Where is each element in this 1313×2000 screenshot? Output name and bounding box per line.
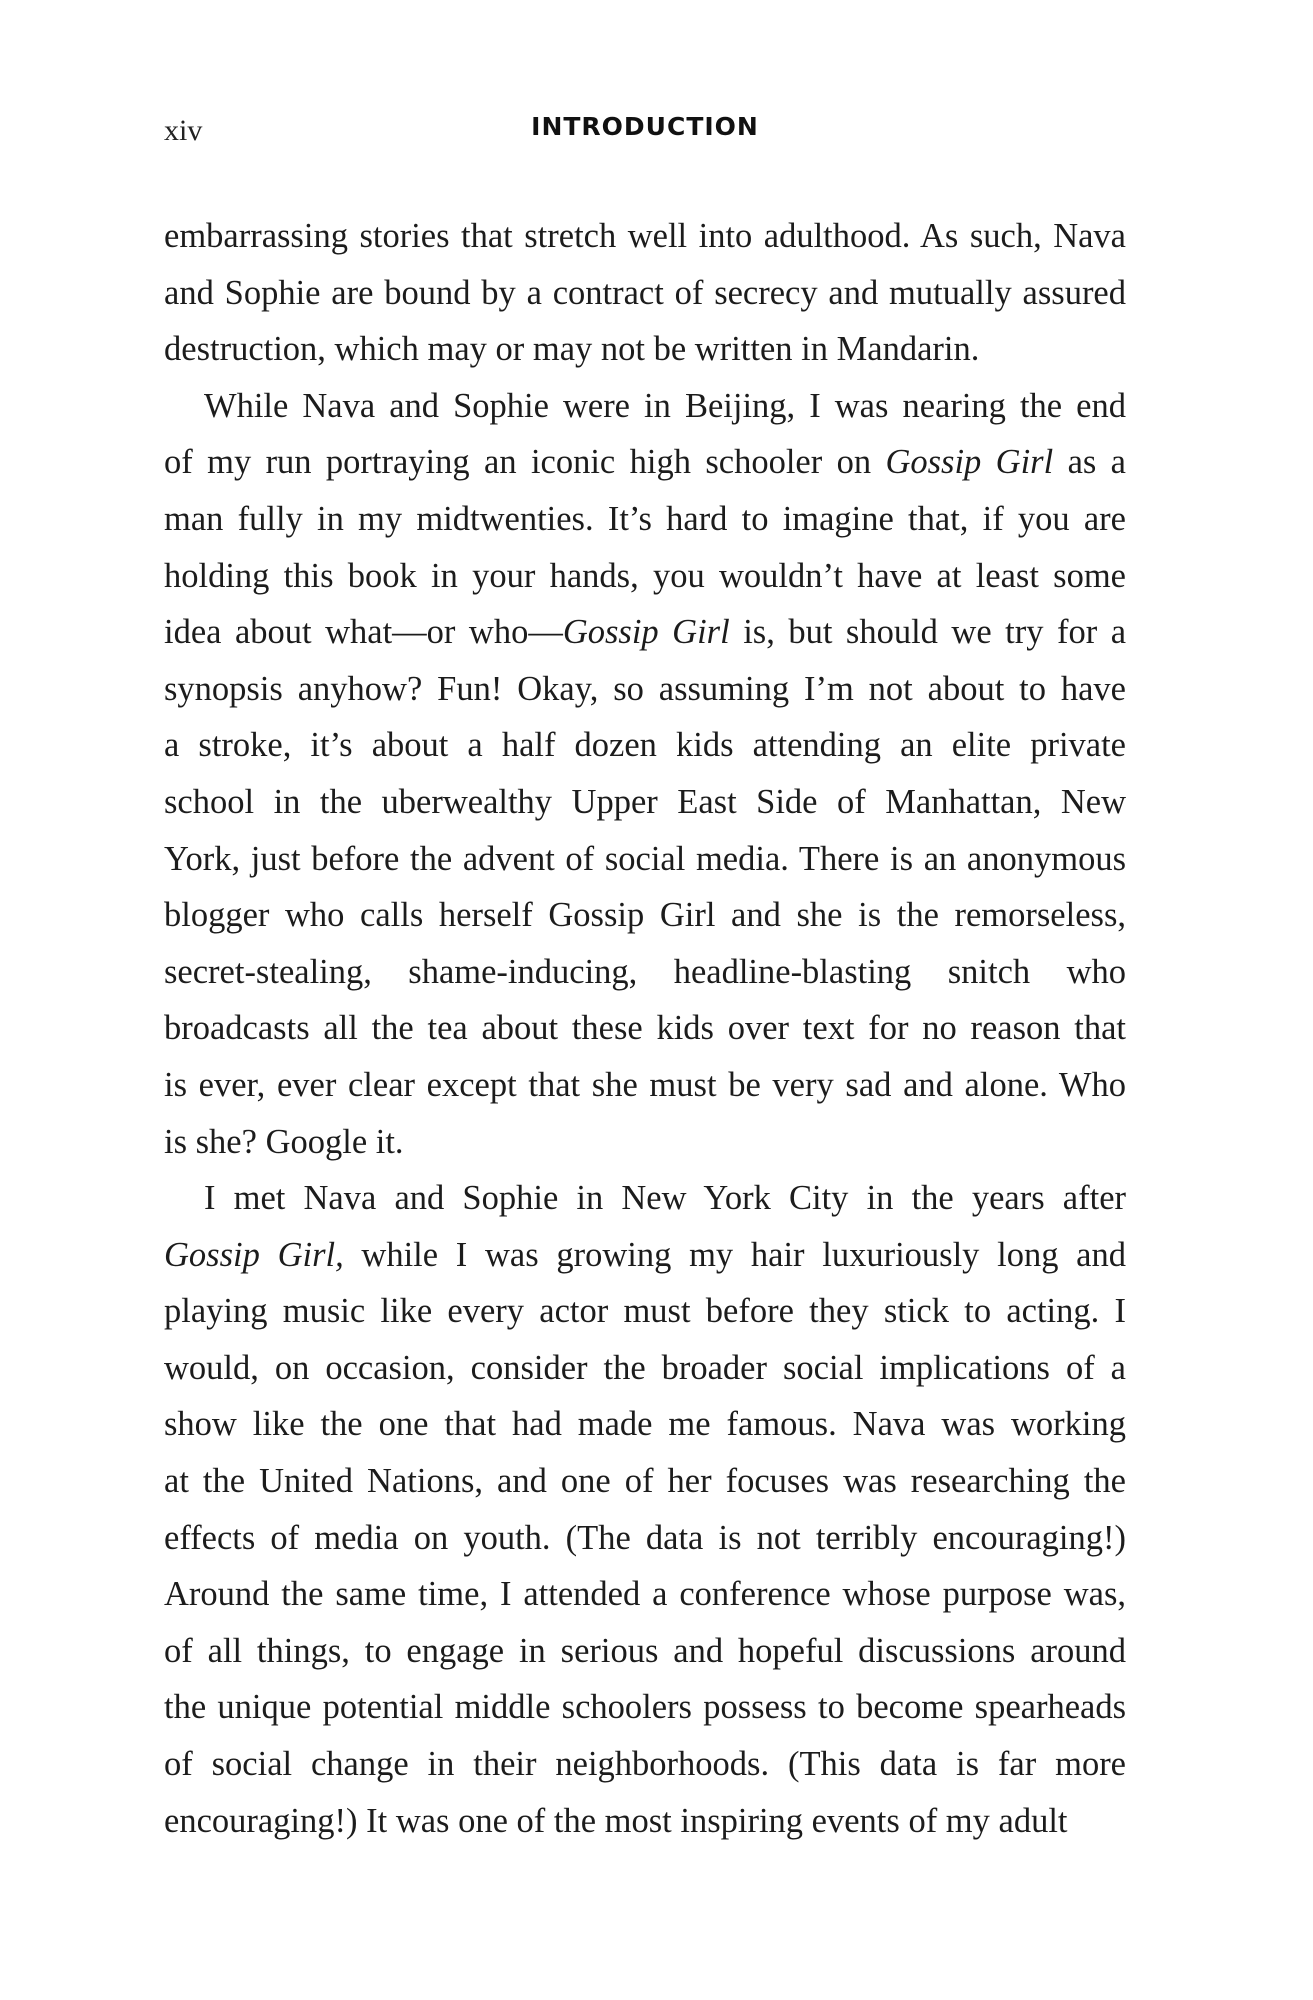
paragraph [164, 1170, 1126, 1849]
text-line: York, just before the advent of social media. There is an anonymous [164, 839, 1126, 878]
text-line: playing music like every actor must before they stick to acting. I [164, 1292, 1126, 1331]
text-line: synopsis anyhow? Fun! Okay, so assuming I’m not about to have [164, 669, 1126, 708]
text-line: man fully in my midtwenties. It’s hard to imagine that, if you are [164, 499, 1126, 538]
body-text [164, 208, 1126, 1849]
text-line: blogger who calls herself Gossip Girl and she is the remorseless, [164, 896, 1126, 935]
text-line: broadcasts all the tea about these kids over text for no reason that [164, 1009, 1126, 1048]
text-line: is ever, ever clear except that she must be very sad and alone. Who [164, 1065, 1126, 1104]
text-line: I met Nava and Sophie in New York City in the years after [204, 1179, 1126, 1218]
text-segment: while I was growing my hair luxuriously long and [343, 1235, 1126, 1274]
page-number: xiv [164, 114, 203, 147]
italic-title: Gossip Girl, [164, 1235, 344, 1274]
text-line: encouraging!) It was one of the most inspiring events of my adult [164, 1801, 1068, 1840]
text-line [164, 1227, 1126, 1284]
italic-title: Gossip Girl [562, 613, 730, 652]
text-line: secret-stealing, shame-inducing, headline-blasting snitch who [164, 952, 1126, 991]
text-line: holding this book in your hands, you wouldn’t have at least some [164, 556, 1126, 595]
text-line: Around the same time, I attended a conference whose purpose was, [164, 1575, 1126, 1614]
page-header [164, 112, 1126, 152]
text-line: a stroke, it’s about a half dozen kids attending an elite private [164, 726, 1126, 765]
text-line: of all things, to engage in serious and hopeful discussions around [164, 1631, 1126, 1670]
text-line: embarrassing stories that stretch well into adulthood. As such, Nava [164, 217, 1126, 255]
italic-title: Gossip Girl [885, 443, 1054, 482]
text-segment: is, but should we try for a [729, 613, 1127, 652]
text-line: is she? Google it. [164, 1122, 404, 1161]
text-line: effects of media on youth. (The data is not terribly encouraging!) [164, 1518, 1126, 1557]
text-line [164, 434, 1126, 491]
running-head: INTRODUCTION [531, 112, 759, 141]
text-line: the unique potential middle schoolers possess to become spearheads [164, 1688, 1126, 1727]
text-line: While Nava and Sophie were in Beijing, I was nearing the end [204, 386, 1126, 425]
text-line: of social change in their neighborhoods. (This data is far more [164, 1745, 1126, 1784]
text-line: destruction, which may or may not be written in Mandarin. [164, 330, 980, 369]
text-line: and Sophie are bound by a contract of secrecy and mutually assured [164, 273, 1126, 312]
text-line: school in the uberwealthy Upper East Side of Manhattan, New [164, 782, 1126, 821]
text-line: would, on occasion, consider the broader social implications of a [164, 1348, 1126, 1387]
paragraph [164, 378, 1126, 1170]
paragraph [164, 208, 1126, 378]
text-line [164, 604, 1126, 661]
text-segment: idea about what—or who— [164, 613, 563, 652]
text-line: show like the one that had made me famous. Nava was working [164, 1405, 1126, 1444]
text-segment: of my run portraying an iconic high schooler on [164, 443, 886, 482]
text-line: at the United Nations, and one of her focuses was researching the [164, 1462, 1126, 1501]
text-segment: as a [1053, 443, 1126, 482]
